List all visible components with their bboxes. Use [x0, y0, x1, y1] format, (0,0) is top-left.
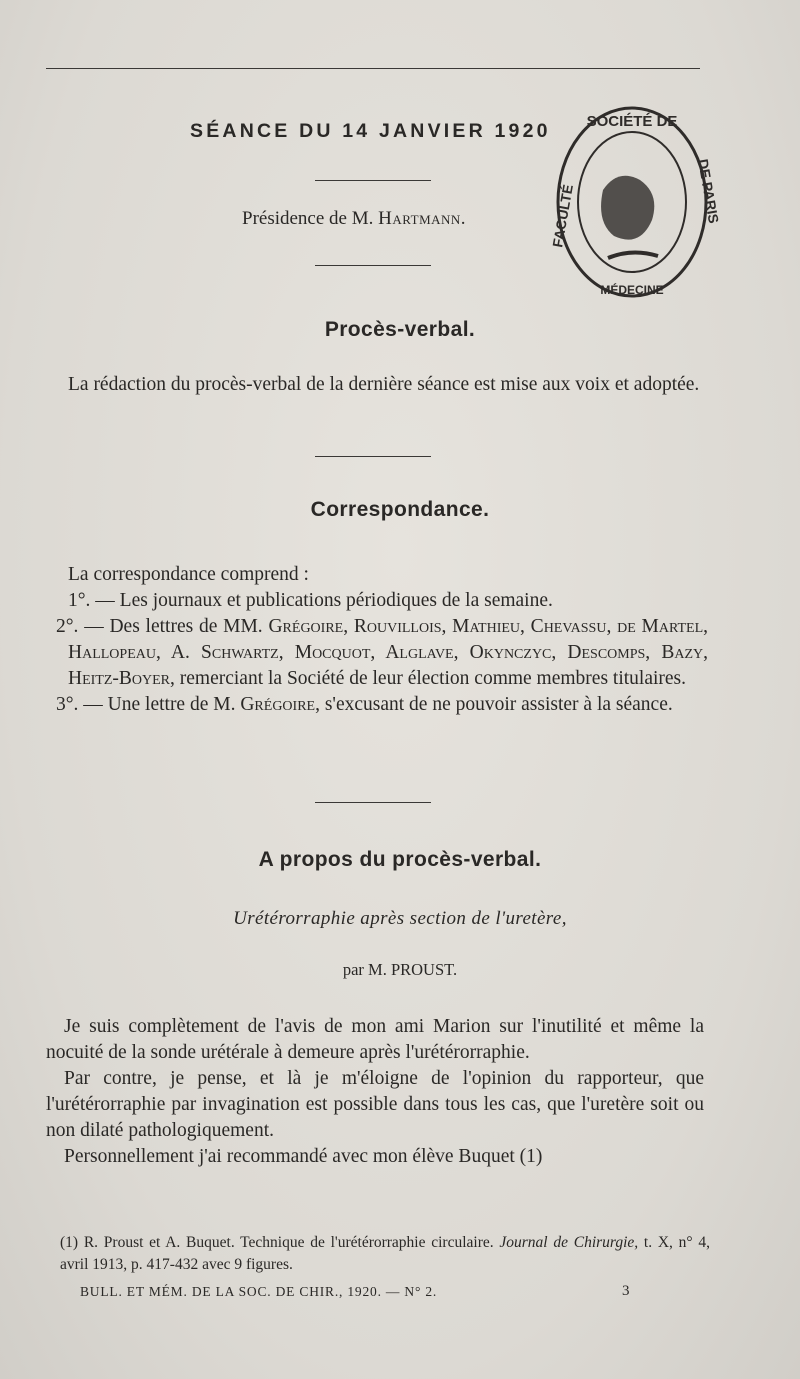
correspondance-item-3: [56, 692, 708, 718]
divider-rule: [315, 802, 431, 803]
bulletin-footer: BULL. ET MÉM. DE LA SOC. DE CHIR., 1920. — N° 2.: [80, 1284, 438, 1299]
footnote-journal: Journal de Chirurgie,: [499, 1234, 639, 1251]
item3-name: Grégoire,: [240, 694, 320, 715]
presidence-line: [242, 208, 466, 230]
heading-a-propos: A propos du procès-verbal.: [258, 848, 542, 871]
proces-verbal-body: [68, 372, 708, 398]
article-paragraph-1: Je suis complètement de l'avis de mon ami Marion sur l'inutilité et même la nocuité de la sonde urétérale à demeure après l'urétérorraphie.: [46, 1016, 704, 1063]
correspondance-item-1: 1°. — Les journaux et publications périodiques de la semaine.: [68, 590, 553, 611]
stamp-text-top: SOCIÉTÉ DE: [586, 113, 678, 130]
top-rule: [46, 68, 700, 69]
stamp-text-right: DE PARIS: [695, 157, 723, 225]
item2-names: Grégoire, Rouvillois, Mathieu, Chevassu, de Martel, Hallopeau, A. Schwartz, Mocquot, Alglave, Okynczyc, Descomps, Bazy, Heitz-Boyer,: [68, 616, 708, 689]
stamp-text-bottom: MÉDECINE: [600, 283, 664, 297]
stamp-text-left: FACULTÉ: [549, 183, 576, 249]
footnote-suffix: t. X, n° 4, avril 1913, p. 417-432 avec 9 figures.: [60, 1234, 711, 1273]
divider-rule: [315, 456, 431, 457]
correspondance-intro: La correspondance comprend :: [68, 564, 309, 585]
correspondance-body: [56, 562, 708, 718]
item2-prefix: 2°. — Des lettres de MM.: [56, 616, 269, 637]
page-number: 3: [622, 1283, 630, 1299]
seance-title: SÉANCE DU 14 JANVIER 1920: [190, 120, 551, 142]
heading-correspondance: Correspondance.: [310, 498, 490, 521]
divider-rule: [315, 180, 431, 181]
library-stamp-seal: [548, 98, 723, 308]
presidence-name: Hartmann.: [378, 208, 467, 229]
divider-rule: [315, 265, 431, 266]
item2-suffix: remerciant la Société de leur élection comme membres titulaires.: [174, 668, 687, 689]
correspondance-item-2: [56, 614, 708, 692]
presidence-prefix: Présidence de M.: [242, 208, 379, 229]
article-author: par M. PROUST.: [342, 960, 458, 979]
heading-proces-verbal: Procès-verbal.: [324, 318, 476, 341]
article-paragraph-3: Personnellement j'ai recommandé avec mon élève Buquet (1): [64, 1146, 543, 1167]
article-subtitle: Urétérorraphie après section de l'uretère,: [233, 908, 567, 929]
item3-suffix: s'excusant de ne pouvoir assister à la séance.: [319, 694, 673, 715]
article-body: [46, 1014, 704, 1170]
article-paragraph-2: Par contre, je pense, et là je m'éloigne de l'opinion du rapporteur, que l'urétérorraphie par invagination est possible dans tous les cas, que l'uretère soit ou non dilaté pathologiquement.: [46, 1068, 704, 1141]
footnote: [60, 1232, 710, 1276]
proces-verbal-text: La rédaction du procès-verbal de la dernière séance est mise aux voix et adoptée.: [68, 374, 700, 395]
item3-prefix: 3°. — Une lettre de M.: [56, 694, 241, 715]
footnote-prefix: (1) R. Proust et A. Buquet. Technique de l'urétérorraphie circulaire.: [60, 1234, 500, 1251]
